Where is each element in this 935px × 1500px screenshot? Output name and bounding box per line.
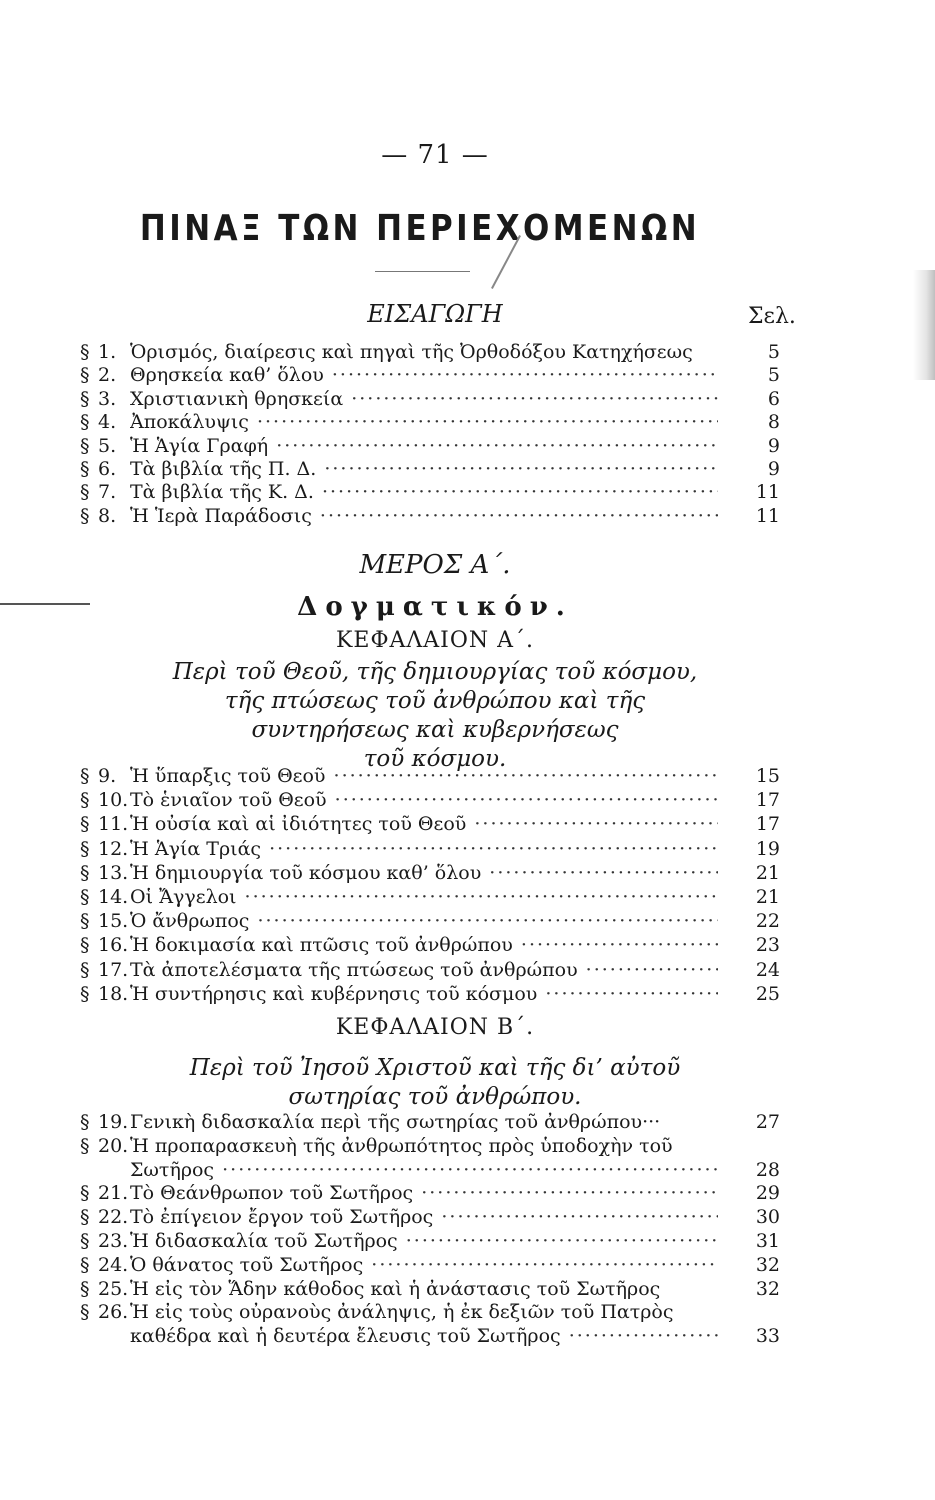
- entry-title: Ἀποκάλυψις ·····: [130, 410, 718, 434]
- entry-number: 19.: [98, 1111, 129, 1133]
- toc-entry: [80, 788, 780, 812]
- entry-page: 11: [755, 481, 780, 504]
- toc-entry: [80, 504, 780, 528]
- entry-title: Γενικὴ διδασκαλία περὶ τῆς σωτηρίας τοῦ ἀνθρώπου···: [130, 1111, 661, 1133]
- entry-title: καθέδρα καὶ ἡ δευτέρα ἔλευσις τοῦ Σωτῆρος ·····: [130, 1324, 718, 1348]
- section-sign: §: [80, 837, 90, 860]
- entry-title: Ἡ εἰς τὸν Ἅδην κάθοδος καὶ ἡ ἀνάστασις τοῦ Σωτῆρος: [130, 1277, 661, 1300]
- entry-title: Ἡ διδασκαλία τοῦ Σωτῆρος ·····: [130, 1229, 718, 1253]
- section-sign: §: [80, 411, 90, 434]
- section-sign: §: [80, 910, 90, 933]
- entry-number: 1.: [98, 341, 117, 363]
- section-sign: §: [80, 789, 90, 812]
- page-column-label: Σελ.: [748, 304, 796, 329]
- entry-number: 22.: [98, 1206, 129, 1229]
- section-sign: §: [80, 813, 90, 836]
- section-sign: §: [80, 934, 90, 957]
- entry-number: 10.: [98, 789, 129, 812]
- toc-entry-continuation: [130, 1158, 780, 1182]
- entry-page: 28: [755, 1158, 780, 1181]
- entry-page: 9: [767, 434, 780, 457]
- section-sign: §: [80, 1253, 90, 1276]
- entry-title: Ὁ θάνατος τοῦ Σωτῆρος ·····: [130, 1253, 718, 1277]
- entry-number: 25.: [98, 1277, 129, 1300]
- toc-entry: [80, 1277, 780, 1301]
- entry-title: Θρησκεία καθ’ ὅλου ·····: [130, 363, 718, 387]
- subtitle-line: σωτηρίας τοῦ ἀνθρώπου.: [288, 1084, 582, 1110]
- entry-title: Ἡ Ἁγία Γραφή ·····: [130, 434, 718, 458]
- entry-number: 14.: [98, 886, 129, 908]
- toc-entry: [80, 1110, 780, 1134]
- entry-page: 33: [755, 1325, 780, 1348]
- entry-title: Ἡ δοκιμασία καὶ πτῶσις τοῦ ἀνθρώπου ·····: [130, 933, 718, 957]
- entry-page: 8: [767, 411, 780, 434]
- entry-page: 9: [767, 458, 780, 480]
- entry-page: 5: [767, 341, 780, 363]
- subtitle-line: τῆς πτώσεως τοῦ ἀνθρώπου καὶ τῆς: [224, 688, 646, 714]
- section-sign: §: [80, 1206, 90, 1229]
- toc-entry: [80, 480, 780, 504]
- entry-page: 5: [767, 364, 780, 387]
- section-sign: §: [80, 387, 90, 410]
- toc-entry: [80, 1181, 780, 1205]
- section-sign: §: [80, 765, 90, 787]
- toc-entry: [80, 958, 780, 982]
- entry-number: 15.: [98, 910, 129, 933]
- chapter-1-subtitle: [0, 658, 870, 774]
- entry-page: 6: [767, 387, 780, 410]
- toc-entry: [80, 933, 780, 957]
- toc-entry: [80, 764, 780, 788]
- entry-title: Τὰ βιβλία τῆς Κ. Δ. ·····: [130, 480, 718, 504]
- entry-page: 19: [755, 837, 780, 860]
- toc-entry: [80, 1134, 780, 1158]
- entry-page: 24: [755, 958, 780, 981]
- part-heading: ΜΕΡΟΣ Α΄.: [359, 550, 511, 580]
- entry-page: 32: [755, 1253, 780, 1276]
- toc-entry: [80, 1300, 780, 1324]
- section-sign: §: [80, 481, 90, 504]
- toc-entry: [80, 387, 780, 411]
- chapter-2-subtitle: [0, 1054, 870, 1112]
- entry-number: 8.: [98, 504, 117, 527]
- toc-entry: [80, 982, 780, 1006]
- subtitle-line: συντηρήσεως καὶ κυβερνήσεως: [251, 717, 619, 743]
- entry-title: Χριστιανικὴ θρησκεία ·····: [130, 387, 718, 411]
- section-sign: §: [80, 1134, 90, 1157]
- section-sign: §: [80, 886, 90, 908]
- section-sign: §: [80, 504, 90, 527]
- toc-entry: [80, 340, 780, 364]
- section-sign: §: [80, 1277, 90, 1300]
- part-subheading: Δογματικόν.: [297, 592, 573, 622]
- toc-entry: [80, 861, 780, 885]
- section-sign: §: [80, 982, 90, 1005]
- intro-heading: ΕΙΣΑΓΩΓΗ: [367, 300, 503, 328]
- toc-entry: [80, 837, 780, 861]
- entry-title: Ἡ Ἱερὰ Παράδοσις ·····: [130, 504, 718, 528]
- entry-number: 7.: [98, 481, 117, 504]
- section-sign: §: [80, 1230, 90, 1252]
- toc-entry: [80, 410, 780, 434]
- entry-title: Σωτῆρος ·····: [130, 1158, 718, 1182]
- entry-number: 26.: [98, 1301, 129, 1324]
- divider: [375, 271, 470, 272]
- toc-entry: [80, 1253, 780, 1277]
- entry-number: 24.: [98, 1253, 129, 1276]
- entry-title: Ὁ ἄνθρωπος ·····: [130, 909, 718, 933]
- entry-title: Τὸ ἐπίγειον ἔργον τοῦ Σωτῆρος ·····: [130, 1205, 718, 1229]
- toc-entry: [80, 1229, 780, 1253]
- entry-page: 17: [755, 789, 780, 812]
- entry-page: 29: [755, 1182, 780, 1205]
- entry-title: Τὸ ἑνιαῖον τοῦ Θεοῦ ·····: [130, 788, 718, 812]
- subtitle-line: Περὶ τοῦ Θεοῦ, τῆς δημιουργίας τοῦ κόσμου,: [172, 659, 698, 685]
- entry-page: 31: [755, 1230, 780, 1252]
- section-sign: §: [80, 1182, 90, 1205]
- entry-title: Ἡ Ἁγία Τριάς ·····: [130, 837, 718, 861]
- entry-number: 11.: [98, 813, 129, 836]
- entry-title: Ἡ δημιουργία τοῦ κόσμου καθ’ ὅλου ·····: [130, 861, 718, 885]
- entry-number: 3.: [98, 387, 117, 410]
- entry-title: Ἡ προπαρασκευὴ τῆς ἀνθρωπότητος πρὸς ὑποδοχὴν τοῦ: [130, 1134, 673, 1157]
- entry-title: Τὰ βιβλία τῆς Π. Δ. ·····: [130, 457, 718, 481]
- entry-page: 30: [755, 1206, 780, 1229]
- entry-number: 4.: [98, 411, 117, 434]
- toc-entry: [80, 1205, 780, 1229]
- section-sign: §: [80, 1301, 90, 1324]
- entry-title: Ἡ συντήρησις καὶ κυβέρνησις τοῦ κόσμου ·····: [130, 982, 718, 1006]
- entry-title: Τὰ ἀποτελέσματα τῆς πτώσεως τοῦ ἀνθρώπου ·····: [130, 958, 718, 982]
- entry-number: 5.: [98, 434, 117, 457]
- entry-number: 17.: [98, 958, 129, 981]
- section-sign: §: [80, 1111, 90, 1133]
- entry-page: 17: [755, 813, 780, 836]
- section-sign: §: [80, 458, 90, 480]
- entry-page: 15: [755, 765, 780, 787]
- entry-page: 23: [755, 934, 780, 957]
- entry-number: 18.: [98, 982, 129, 1005]
- subtitle-line: Περὶ τοῦ Ἰησοῦ Χριστοῦ καὶ τῆς δι’ αὐτοῦ: [189, 1055, 681, 1081]
- section-sign: §: [80, 861, 90, 884]
- entry-number: 23.: [98, 1230, 129, 1252]
- section-sign: §: [80, 958, 90, 981]
- section-sign: §: [80, 434, 90, 457]
- entry-title: Ὁρισμός, διαίρεσις καὶ πηγαὶ τῆς Ὀρθοδόξου Κατηχήσεως: [130, 341, 693, 363]
- chapter-1-heading: ΚΕΦΑΛΑΙΟΝ Α΄.: [335, 628, 535, 653]
- entry-page: 21: [755, 886, 780, 908]
- entry-number: 2.: [98, 364, 117, 387]
- toc-entry: [80, 885, 780, 909]
- toc-entry: [80, 909, 780, 933]
- section-sign: §: [80, 364, 90, 387]
- entry-title: Οἱ Ἄγγελοι ·····: [130, 885, 718, 909]
- entry-number: 12.: [98, 837, 129, 860]
- entry-number: 20.: [98, 1134, 129, 1157]
- entry-page: 25: [755, 982, 780, 1005]
- entry-number: 9.: [98, 765, 117, 787]
- subtitle-line: τοῦ κόσμου.: [363, 746, 507, 772]
- entry-page: 32: [755, 1277, 780, 1300]
- entry-title: Τὸ Θεάνθρωπον τοῦ Σωτῆρος ·····: [130, 1181, 718, 1205]
- toc-entry: [80, 457, 780, 481]
- entry-number: 21.: [98, 1182, 129, 1205]
- entry-title: Ἡ ὕπαρξις τοῦ Θεοῦ ·····: [130, 764, 718, 788]
- toc-entry: [80, 363, 780, 387]
- entry-page: 22: [755, 910, 780, 933]
- chapter-2-heading: ΚΕΦΑΛΑΙΟΝ Β΄.: [335, 1015, 535, 1040]
- entry-page: 27: [755, 1111, 780, 1133]
- toc-entry-continuation: [130, 1324, 780, 1348]
- toc-entry: [80, 434, 780, 458]
- entry-number: 6.: [98, 458, 117, 480]
- entry-number: 16.: [98, 934, 129, 957]
- section-sign: §: [80, 341, 90, 363]
- entry-page: 21: [755, 861, 780, 884]
- page-number: — 71 —: [381, 140, 489, 170]
- entry-number: 13.: [98, 861, 129, 884]
- entry-title: Ἡ οὐσία καὶ αἱ ἰδιότητες τοῦ Θεοῦ ·····: [130, 812, 718, 836]
- entry-page: 11: [755, 504, 780, 527]
- page-title: ΠΙΝΑΞ ΤΩΝ ΠΕΡΙΕΧΟΜΕΝΩΝ: [139, 208, 701, 249]
- entry-title: Ἡ εἰς τοὺς οὐρανοὺς ἀνάληψις, ἡ ἐκ δεξιῶν τοῦ Πατρὸς: [130, 1301, 674, 1324]
- toc-entry: [80, 812, 780, 836]
- page-edge-damage: [913, 270, 935, 380]
